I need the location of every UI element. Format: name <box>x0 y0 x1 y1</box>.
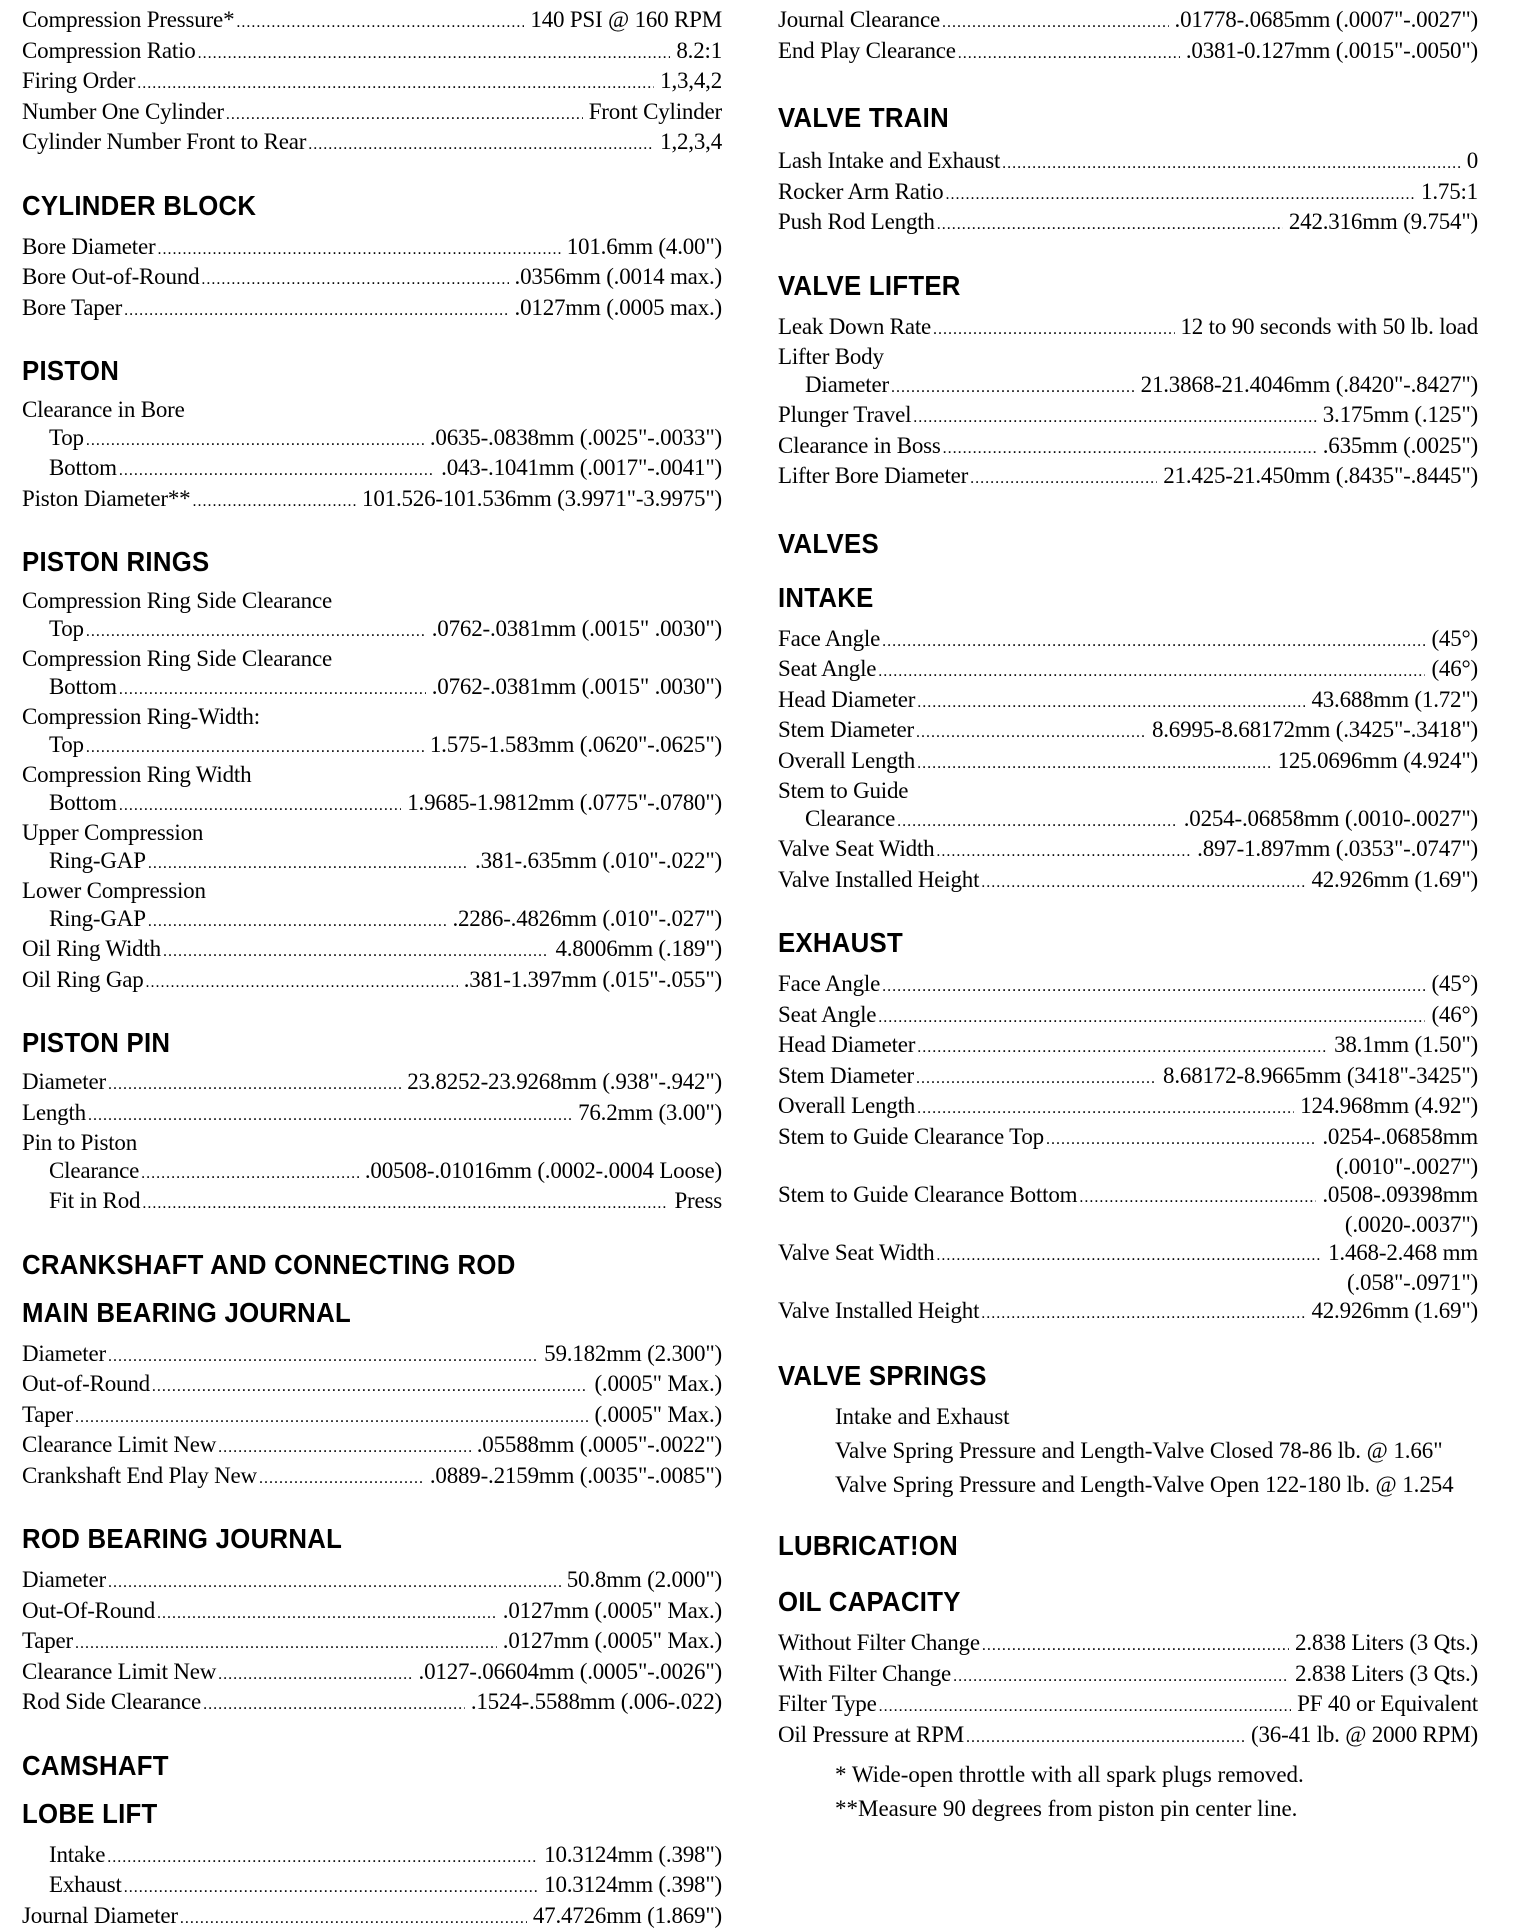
spec-value: 10.3124mm (.398") <box>544 1871 722 1899</box>
spec-value: 140 PSI @ 160 RPM <box>530 6 722 34</box>
spec-value: 124.968mm (4.92") <box>1300 1092 1478 1120</box>
spec-value: .01778-.0685mm (.0007"-.0027") <box>1175 6 1478 34</box>
spec-label: Rod Side Clearance <box>22 1688 201 1716</box>
spec-label: Length <box>22 1099 86 1127</box>
spec-label: Face Angle <box>778 625 880 653</box>
spec-value: 0 <box>1467 147 1478 175</box>
spec-value: 101.526-101.536mm (3.9971"-3.9975") <box>362 485 722 513</box>
spec-label: Taper <box>22 1627 73 1655</box>
spec-row <box>22 847 722 878</box>
valve-springs-intake-exhaust: Intake and Exhaust <box>778 1403 1478 1431</box>
spec-label: Ring-GAP <box>22 905 146 933</box>
spec-value: PF 40 or Equivalent <box>1297 1690 1478 1718</box>
spec-label: Bore Taper <box>22 294 122 322</box>
spec-row <box>778 401 1478 432</box>
spec-value: 47.4726mm (1.869") <box>533 1902 722 1930</box>
valve-springs-open: Valve Spring Pressure and Length-Valve Open 122-180 lb. @ 1.254 <box>778 1471 1478 1499</box>
spec-label: Lifter Bore Diameter <box>778 462 968 490</box>
spec-value: .0254-.06858mm <box>1322 1123 1478 1151</box>
spec-row <box>22 67 722 98</box>
spec-value: 23.8252-23.9268mm (.938"-.942") <box>407 1068 722 1096</box>
spec-label: Diameter <box>778 371 889 399</box>
spec-row <box>22 1462 722 1493</box>
spec-label: Oil Ring Width <box>22 935 161 963</box>
section-heading-oil-capacity: OIL CAPACITY <box>778 1585 1422 1619</box>
spec-row <box>22 1340 722 1371</box>
spec-label: Out-of-Round <box>22 1370 150 1398</box>
spec-label: Seat Angle <box>778 655 876 683</box>
spec-value: 42.926mm (1.69") <box>1311 866 1478 894</box>
section-heading-crankshaft: CRANKSHAFT AND CONNECTING ROD <box>22 1248 666 1282</box>
spec-label: Bore Out-of-Round <box>22 263 199 291</box>
spec-value: .0254-.06858mm (.0010-.0027") <box>1184 805 1478 833</box>
spec-row <box>778 1001 1478 1032</box>
section-heading-piston-pin: PISTON PIN <box>22 1026 666 1060</box>
spec-label: Journal Clearance <box>778 6 940 34</box>
spec-label: Head Diameter <box>778 686 915 714</box>
spec-label: With Filter Change <box>778 1660 951 1688</box>
group-label: Compression Ring Side Clearance <box>22 645 722 673</box>
section-heading-valves: VALVES <box>778 527 1422 561</box>
spec-value-continued: (.0020-.0037") <box>778 1211 1478 1239</box>
spec-value: 2.838 Liters (3 Qts.) <box>1295 1660 1478 1688</box>
group-label: Lower Compression <box>22 877 722 905</box>
spec-row <box>22 1871 722 1902</box>
spec-label: Seat Angle <box>778 1001 876 1029</box>
spec-label: Top <box>22 424 84 452</box>
spec-label: Clearance Limit New <box>22 1658 216 1686</box>
section-heading-lubrication: LUBRICAT!ON <box>778 1529 1422 1563</box>
spec-label: Leak Down Rate <box>778 313 931 341</box>
spec-value: 42.926mm (1.69") <box>1311 1297 1478 1325</box>
spec-value: 125.0696mm (4.924") <box>1278 747 1478 775</box>
spec-value: 8.68172-8.9665mm (3418"-3425") <box>1163 1062 1478 1090</box>
spec-label: Fit in Rod <box>22 1187 140 1215</box>
spec-label: Filter Type <box>778 1690 877 1718</box>
spec-value: .0356mm (.0014 max.) <box>515 263 722 291</box>
spec-value: 2.838 Liters (3 Qts.) <box>1295 1629 1478 1657</box>
spec-value: .2286-.4826mm (.010"-.027") <box>452 905 722 933</box>
spec-row <box>22 1658 722 1689</box>
spec-row <box>22 1566 722 1597</box>
spec-row <box>22 1157 722 1188</box>
spec-row <box>22 1597 722 1628</box>
spec-value: .0762-.0381mm (.0015" .0030") <box>432 615 722 643</box>
spec-value: 21.425-21.450mm (.8435"-.8445") <box>1163 462 1478 490</box>
spec-value: 10.3124mm (.398") <box>544 1841 722 1869</box>
spec-row <box>778 462 1478 493</box>
spec-row <box>22 1187 722 1218</box>
spec-label: Bore Diameter <box>22 233 155 261</box>
spec-row <box>778 1721 1478 1752</box>
spec-row <box>22 1401 722 1432</box>
footnote-piston-diameter: **Measure 90 degrees from piston pin center line. <box>778 1795 1478 1823</box>
spec-label: Exhaust <box>22 1871 122 1899</box>
spec-label: Out-Of-Round <box>22 1597 155 1625</box>
spec-label: Stem Diameter <box>778 716 914 744</box>
spec-row <box>778 866 1478 897</box>
spec-row <box>778 716 1478 747</box>
spec-value: .043-.1041mm (.0017"-.0041") <box>441 454 722 482</box>
spec-value: 8.2:1 <box>676 37 722 65</box>
spec-row <box>22 673 722 704</box>
spec-label: End Play Clearance <box>778 37 956 65</box>
spec-label: Bottom <box>22 673 117 701</box>
spec-value: (.0005" Max.) <box>594 1370 722 1398</box>
spec-row <box>778 1660 1478 1691</box>
spec-value: 1.468-2.468 mm <box>1328 1239 1478 1267</box>
spec-value: 38.1mm (1.50") <box>1334 1031 1478 1059</box>
spec-label: Intake <box>22 1841 105 1869</box>
spec-value: .635mm (.0025") <box>1323 432 1478 460</box>
spec-value: 242.316mm (9.754") <box>1289 208 1478 236</box>
spec-label: Clearance Limit New <box>22 1431 216 1459</box>
spec-row <box>22 1627 722 1658</box>
spec-value: Front Cylinder <box>589 98 722 126</box>
spec-value: .0635-.0838mm (.0025"-.0033") <box>430 424 722 452</box>
section-heading-piston: PISTON <box>22 354 666 388</box>
spec-row <box>22 233 722 264</box>
spec-row <box>22 1688 722 1719</box>
spec-row <box>22 1902 722 1932</box>
spec-row <box>22 789 722 820</box>
spec-row <box>22 424 722 455</box>
group-label: Upper Compression <box>22 819 722 847</box>
spec-value: .0127mm (.0005" Max.) <box>503 1597 722 1625</box>
spec-label: Oil Ring Gap <box>22 966 144 994</box>
spec-value: .897-1.897mm (.0353"-.0747") <box>1197 835 1478 863</box>
group-label: Pin to Piston <box>22 1129 722 1157</box>
spec-row <box>22 98 722 129</box>
spec-row <box>22 6 722 37</box>
spec-label: Taper <box>22 1401 73 1429</box>
spec-label: Top <box>22 731 84 759</box>
spec-row <box>22 731 722 762</box>
spec-value: .0762-.0381mm (.0015" .0030") <box>432 673 722 701</box>
spec-label: Valve Seat Width <box>778 1239 934 1267</box>
spec-row <box>778 208 1478 239</box>
spec-value: .0127mm (.0005 max.) <box>515 294 722 322</box>
spec-row <box>778 371 1478 402</box>
section-heading-exhaust: EXHAUST <box>778 926 1422 960</box>
spec-row <box>778 1297 1478 1328</box>
spec-row <box>778 1629 1478 1660</box>
spec-label: Diameter <box>22 1566 106 1594</box>
spec-row <box>778 970 1478 1001</box>
spec-label: Plunger Travel <box>778 401 911 429</box>
group-label: Stem to Guide <box>778 777 1478 805</box>
spec-value: (46°) <box>1431 655 1478 683</box>
spec-label: Valve Installed Height <box>778 866 979 894</box>
spec-value: .381-1.397mm (.015"-.055") <box>464 966 722 994</box>
spec-row <box>22 1370 722 1401</box>
spec-value: .0127mm (.0005" Max.) <box>503 1627 722 1655</box>
spec-value: .0508-.09398mm <box>1322 1181 1478 1209</box>
spec-label: Valve Seat Width <box>778 835 934 863</box>
valve-springs-closed: Valve Spring Pressure and Length-Valve Closed 78-86 lb. @ 1.66" <box>778 1437 1478 1465</box>
spec-label: Overall Length <box>778 747 915 775</box>
spec-label: Compression Ratio <box>22 37 196 65</box>
spec-row <box>778 1690 1478 1721</box>
spec-value: 59.182mm (2.300") <box>544 1340 722 1368</box>
spec-row <box>778 147 1478 178</box>
spec-row <box>778 432 1478 463</box>
spec-row <box>778 1239 1478 1270</box>
spec-row <box>778 1031 1478 1062</box>
group-label: Compression Ring Side Clearance <box>22 587 722 615</box>
spec-value: .0127-.06604mm (.0005"-.0026") <box>419 1658 722 1686</box>
spec-label: Clearance <box>778 805 895 833</box>
spec-value: .381-.635mm (.010"-.022") <box>475 847 722 875</box>
group-label: Lifter Body <box>778 343 1478 371</box>
footnote-compression: * Wide-open throttle with all spark plugs removed. <box>778 1761 1478 1789</box>
section-heading-main-bearing: MAIN BEARING JOURNAL <box>22 1296 666 1330</box>
section-heading-intake: INTAKE <box>778 581 1422 615</box>
spec-row <box>22 294 722 325</box>
spec-value: (45°) <box>1431 625 1478 653</box>
spec-row <box>22 935 722 966</box>
group-label: Clearance in Bore <box>22 396 722 424</box>
spec-label: Lash Intake and Exhaust <box>778 147 1000 175</box>
spec-row <box>778 313 1478 344</box>
spec-label: Push Rod Length <box>778 208 935 236</box>
general-specs <box>22 6 722 159</box>
spec-value: 4.8006mm (.189") <box>555 935 722 963</box>
spec-value: (.0005" Max.) <box>594 1401 722 1429</box>
spec-row <box>22 966 722 997</box>
spec-label: Clearance in Boss <box>778 432 941 460</box>
spec-value: 101.6mm (4.00") <box>567 233 722 261</box>
spec-row <box>778 37 1478 68</box>
spec-label: Stem to Guide Clearance Bottom <box>778 1181 1077 1209</box>
spec-row <box>778 1092 1478 1123</box>
spec-row <box>778 1062 1478 1093</box>
spec-label: Cylinder Number Front to Rear <box>22 128 306 156</box>
spec-value: .1524-.5588mm (.006-.022) <box>471 1688 722 1716</box>
spec-row <box>778 835 1478 866</box>
spec-row <box>22 615 722 646</box>
spec-row <box>22 1841 722 1872</box>
spec-value-continued: (.058"-.0971") <box>778 1269 1478 1297</box>
spec-label: Stem Diameter <box>778 1062 914 1090</box>
spec-row <box>22 1068 722 1099</box>
spec-value: 1.9685-1.9812mm (.0775"-.0780") <box>407 789 722 817</box>
section-heading-lobe-lift: LOBE LIFT <box>22 1797 666 1831</box>
spec-value: (45°) <box>1431 970 1478 998</box>
spec-row <box>22 37 722 68</box>
spec-value: Press <box>674 1187 722 1215</box>
spec-value: 1.575-1.583mm (.0620"-.0625") <box>430 731 722 759</box>
spec-label: Piston Diameter** <box>22 485 190 513</box>
spec-value: 1,2,3,4 <box>660 128 722 156</box>
spec-row <box>22 1099 722 1130</box>
spec-label: Number One Cylinder <box>22 98 224 126</box>
spec-label: Compression Pressure* <box>22 6 234 34</box>
spec-value: 1.75:1 <box>1421 178 1478 206</box>
spec-row <box>778 178 1478 209</box>
spec-label: Diameter <box>22 1340 106 1368</box>
spec-row <box>22 263 722 294</box>
spec-value: .05588mm (.0005"-.0022") <box>477 1431 722 1459</box>
spec-value: .0889-.2159mm (.0035"-.0085") <box>430 1462 722 1490</box>
spec-row <box>778 1181 1478 1212</box>
spec-row <box>778 686 1478 717</box>
spec-label: Valve Installed Height <box>778 1297 979 1325</box>
spec-value: (46°) <box>1431 1001 1478 1029</box>
spec-row <box>22 1431 722 1462</box>
spec-value: 50.8mm (2.000") <box>567 1566 722 1594</box>
spec-label: Stem to Guide Clearance Top <box>778 1123 1044 1151</box>
spec-value-continued: (.0010"-.0027") <box>778 1153 1478 1181</box>
spec-label: Firing Order <box>22 67 135 95</box>
spec-label: Head Diameter <box>778 1031 915 1059</box>
spec-value: 1,3,4,2 <box>660 67 722 95</box>
spec-label: Diameter <box>22 1068 106 1096</box>
section-heading-camshaft: CAMSHAFT <box>22 1749 666 1783</box>
spec-value: .0381-0.127mm (.0015"-.0050") <box>1186 37 1478 65</box>
spec-label: Without Filter Change <box>778 1629 980 1657</box>
spec-row <box>22 128 722 159</box>
spec-label: Overall Length <box>778 1092 915 1120</box>
spec-row <box>22 454 722 485</box>
spec-label: Oil Pressure at RPM <box>778 1721 964 1749</box>
spec-row <box>22 485 722 516</box>
group-label: Compression Ring Width <box>22 761 722 789</box>
spec-label: Top <box>22 615 84 643</box>
section-heading-piston-rings: PISTON RINGS <box>22 545 666 579</box>
spec-label: Rocker Arm Ratio <box>778 178 943 206</box>
spec-row <box>22 905 722 936</box>
spec-label: Crankshaft End Play New <box>22 1462 257 1490</box>
spec-label: Bottom <box>22 789 117 817</box>
spec-label: Bottom <box>22 454 117 482</box>
spec-value: 12 to 90 seconds with 50 lb. load <box>1181 313 1479 341</box>
spec-row <box>778 747 1478 778</box>
spec-value: 76.2mm (3.00") <box>578 1099 722 1127</box>
spec-value: (36-41 lb. @ 2000 RPM) <box>1251 1721 1478 1749</box>
spec-value: .00508-.01016mm (.0002-.0004 Loose) <box>365 1157 722 1185</box>
spec-label: Journal Diameter <box>22 1902 178 1930</box>
section-heading-valve-train: VALVE TRAIN <box>778 101 1422 135</box>
section-heading-cylinder-block: CYLINDER BLOCK <box>22 189 666 223</box>
spec-label: Clearance <box>22 1157 139 1185</box>
spec-value: 43.688mm (1.72") <box>1311 686 1478 714</box>
spec-value: 3.175mm (.125") <box>1323 401 1478 429</box>
section-heading-valve-springs: VALVE SPRINGS <box>778 1359 1422 1393</box>
spec-label: Face Angle <box>778 970 880 998</box>
spec-value: 21.3868-21.4046mm (.8420"-.8427") <box>1141 371 1478 399</box>
spec-row <box>778 6 1478 37</box>
left-column <box>22 6 722 1932</box>
spec-label: Ring-GAP <box>22 847 146 875</box>
right-column <box>778 6 1478 1829</box>
spec-row <box>778 655 1478 686</box>
spec-value: 8.6995-8.68172mm (.3425"-.3418") <box>1152 716 1478 744</box>
section-heading-valve-lifter: VALVE LIFTER <box>778 269 1422 303</box>
group-label: Compression Ring-Width: <box>22 703 722 731</box>
spec-row <box>778 625 1478 656</box>
section-heading-rod-bearing: ROD BEARING JOURNAL <box>22 1522 666 1556</box>
spec-row <box>778 805 1478 836</box>
spec-row <box>778 1123 1478 1154</box>
